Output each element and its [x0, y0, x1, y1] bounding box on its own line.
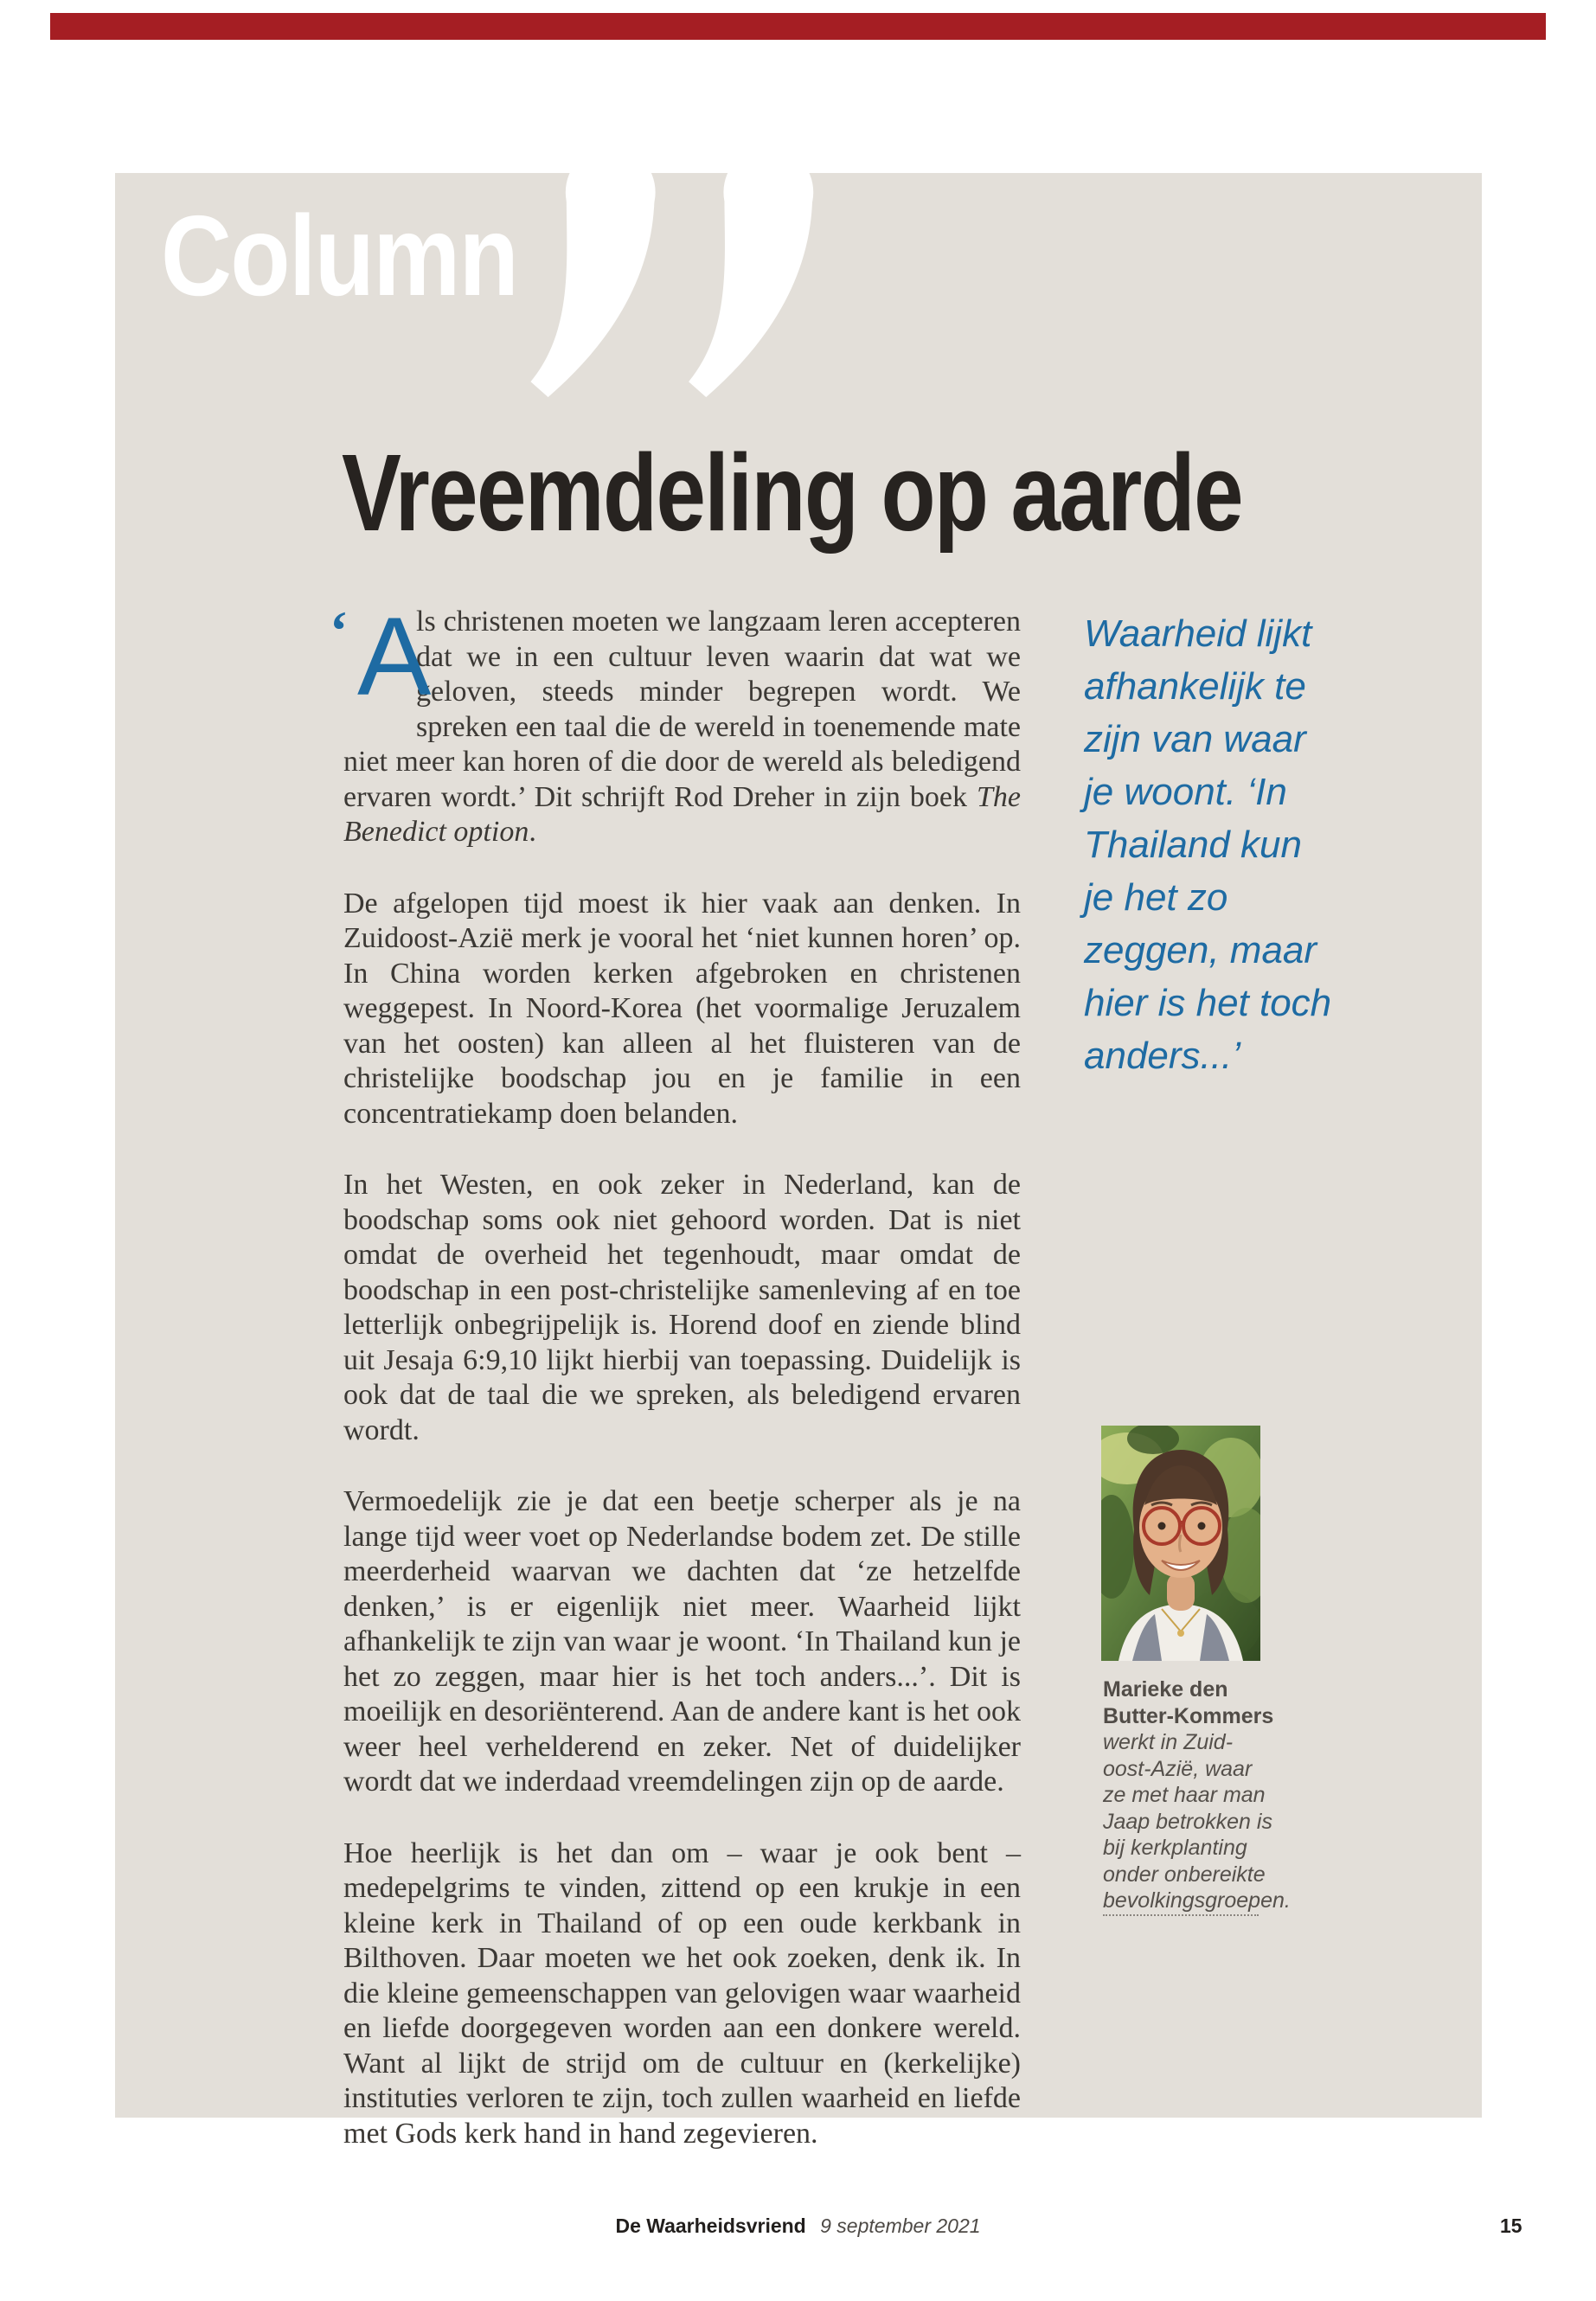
opening-quote-mark: ‘	[330, 599, 349, 661]
paragraph-3: In het Westen, en ook zeker in Nederland, kan de boodschap soms ook niet gehoord worden. Dat is niet omdat de overheid het tegenhoudt, maar omdat de boodschap in een post-christelijke samenleving af en toe letterlijk onbegrijpelijk is. Horend doof en ziende blind uit Jesaja 6:9,10 lijkt hierbij van toepassing. Duidelijk is ook dat de taal die we spreken, als beledigend ervaren wordt.	[343, 1169, 1021, 1446]
drop-cap: A	[357, 595, 432, 719]
page-number: 15	[1500, 2214, 1522, 2237]
magazine-name: De Waarheidsvriend	[615, 2214, 806, 2237]
article-title: Vreemdeling op aarde	[342, 432, 1242, 554]
author-bio: werkt in Zuidoost-Azië, waar ze met haar man Jaap betrokken is bij kerkplanting onder onbereikte bevolkingsgroepen.	[1103, 1730, 1291, 1913]
paragraph-2: De afgelopen tijd moest ik hier vaak aan denken. In Zuidoost-Azië merk je vooral het ‘niet kunnen horen’ op. In China worden kerken afgebroken en christenen weggepest. In Noord-Korea (het voormalige Jeruzalem van het oosten) kan alleen al het fluisteren van de christelijke boodschap jou en je familie in een concentratiekamp doen belanden.	[343, 887, 1021, 1130]
paragraph-1-text: ls christenen moeten we langzaam leren accepteren dat we in een cultuur leven waarin dat wat we geloven, steeds minder begrepen wordt. We spreken een taal die de wereld in toenemende mate niet meer kan horen of die door de wereld als beledigend ervaren wordt.’ Dit schrijft Rod Dreher in zijn boek	[343, 606, 1021, 813]
page-footer	[0, 2214, 1596, 2238]
kicker-label: Column	[161, 192, 518, 319]
paragraph-1-end: .	[529, 816, 536, 848]
pull-quote: Waarheid lijkt afhankelijk te zijn van waar je woont. ‘In Thailand kun je het zo zeggen, maar hier is het toch anders...’	[1084, 612, 1332, 1077]
issue-date: 9 september 2021	[820, 2214, 981, 2237]
quote-mark-icon	[519, 145, 818, 401]
top-brand-bar	[50, 13, 1546, 40]
author-photo	[1101, 1426, 1260, 1661]
paragraph-5: Hoe heerlijk is het dan om – waar je ook bent – medepelgrims te vinden, zittend op een krukje in een kleine kerk in Thailand of op een oude kerkbank in Bilthoven. Daar moeten we het ook zoeken, denk ik. In die kleine gemeenschappen van gelovigen waar waarheid en liefde doorgegeven worden aan een donkere wereld. Want al lijkt de strijd om de cultuur en (kerkelijke) instituties verloren te zijn, toch zullen waarheid en liefde met Gods kerk hand in hand zegevieren.	[343, 1836, 1021, 2150]
paragraph-1	[330, 595, 1021, 850]
drop-cap-block	[330, 595, 432, 719]
paragraph-4: Vermoedelijk zie je dat een beetje scherper als je na lange tijd weer voet op Nederlandse bodem zet. De stille meerderheid waarvan we dachten dat ‘ze hetzelfde denken,’ is er eigenlijk niet meer. Waarheid lijkt afhankelijk te zijn van waar je woont. ‘In Thailand kun je het zo zeggen, maar hier is het toch anders...’. Dit is moeilijk en desoriënterend. Aan de andere kant is het ook weer heel verhelderend en zeker. Net of duidelijker wordt dat we inderdaad vreemdelingen zijn op de aarde.	[343, 1485, 1021, 1798]
author-name: Marieke den Butter-Kommers	[1103, 1677, 1274, 1728]
article-body	[330, 595, 1021, 2188]
caption-divider	[1103, 1914, 1259, 1916]
book-title: The Benedict option	[343, 780, 1021, 848]
